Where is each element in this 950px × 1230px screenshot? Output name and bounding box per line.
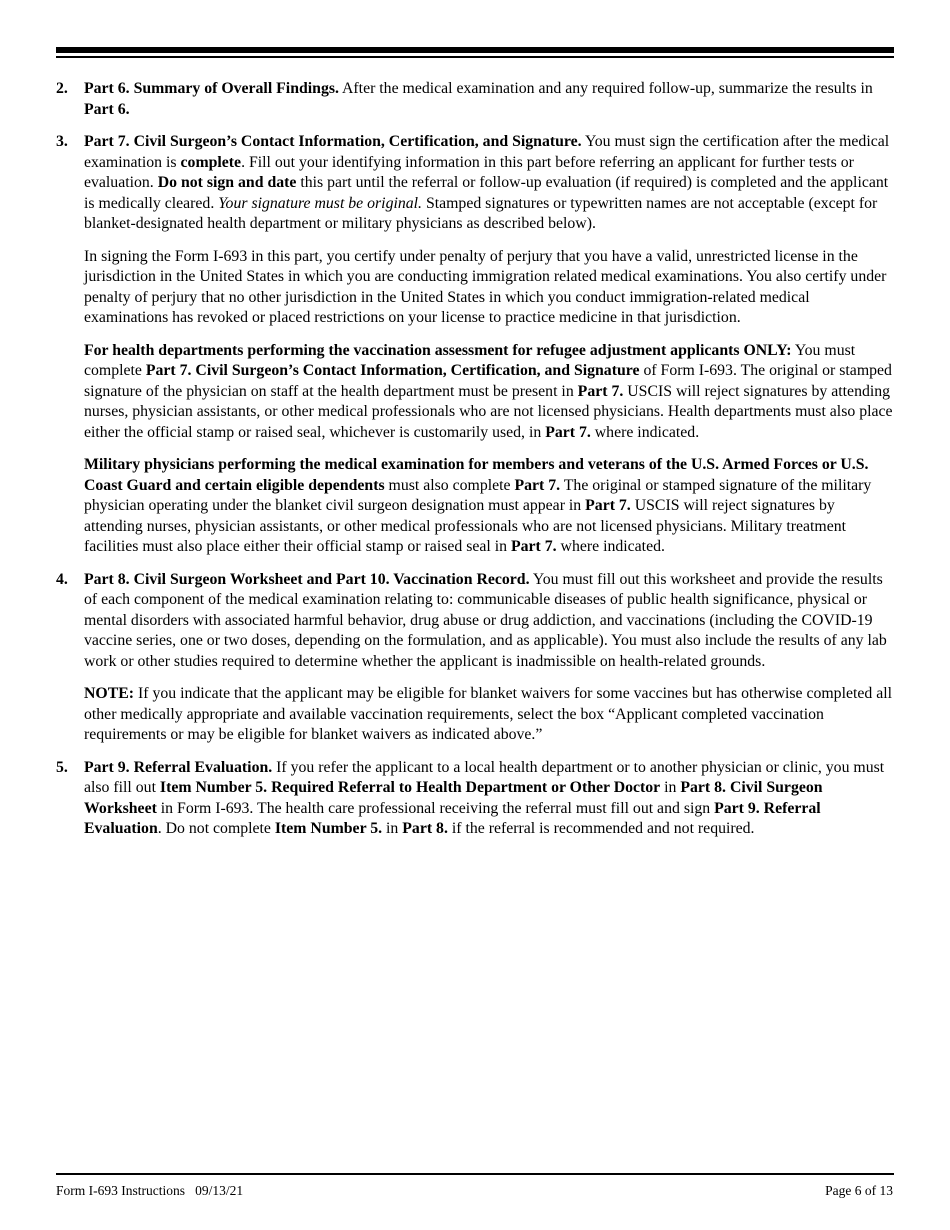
item-number: 5. [56, 758, 68, 776]
item-paragraph [84, 247, 896, 329]
bold-text-run: complete [180, 153, 242, 171]
text-run: where indicated. [590, 423, 700, 441]
bold-text-run: Part 6. [84, 100, 130, 118]
item-body [84, 570, 896, 746]
bold-text-run: Part 6. Summary of Overall Findings. [84, 80, 339, 97]
bold-text-run: Part 7. [577, 382, 624, 400]
footer-page-number: Page 6 of 13 [825, 1183, 893, 1198]
text-run: You must complete [84, 341, 856, 379]
text-run: if the referral is recommended and not required. [447, 820, 755, 837]
text-run: If you indicate that the applicant may be eligible for blanket waivers for some vaccines but has otherwise completed all other medically appropriate and available vaccination requirements, select the box “Applicant completed vaccination requirements or may be eligible for blanket waivers as indicated above.” [84, 685, 893, 743]
text-run: In signing the Form I-693 in this part, you certify under penalty of perjury that you have a valid, unrestricted license in the jurisdiction in the United States in which you are conducting immigration related medical examinations. You also certify under penalty of perjury that no other jurisdiction in the United States in which you conduct immigration-related medical examinations has revoked or placed restrictions on your license to practice medicine in that jurisdiction. [84, 247, 887, 326]
bold-text-run: Do not sign and date [157, 174, 297, 191]
bold-text-run: Part 7. [545, 423, 591, 441]
item-paragraph [84, 79, 896, 120]
item-body [84, 758, 896, 840]
item-number: 3. [56, 133, 68, 150]
text-run: where indicated. [556, 538, 665, 555]
bold-text-run: Part 7. [514, 476, 561, 494]
item-paragraph [84, 455, 896, 558]
text-run: in [660, 779, 681, 796]
item-body [84, 132, 896, 558]
bold-text-run: Part 8. [402, 820, 448, 837]
instruction-item [56, 570, 896, 746]
instruction-item [56, 132, 896, 558]
bold-text-run: Part 8. Civil Surgeon Worksheet and Part 10. Vaccination Record. [84, 570, 530, 588]
item-number: 4. [56, 570, 68, 588]
bold-text-run: Part 7. [510, 538, 557, 555]
text-run: this part until the referral or follow-up evaluation (if required) is completed and the applicant is medically cleared. [84, 174, 889, 212]
text-run: USCIS will reject signatures by attending nurses, physician assistants, or other medical professionals who are not licensed physicians. Health departments must also place either the official stamp or raised seal, whichever is customarily used, in [84, 382, 893, 441]
text-run: of Form I-693. The original or stamped signature of the physician on staff at the health department must be present in [84, 362, 892, 400]
header-rule-thick [56, 47, 894, 53]
item-paragraph [84, 132, 896, 235]
item-number: 2. [56, 80, 68, 97]
bold-text-run: Part 9. Referral Evaluation. [84, 758, 273, 776]
item-paragraph [84, 684, 896, 746]
bold-text-run: Part 7. Civil Surgeon’s Contact Information, Certification, and Signature. [84, 133, 582, 150]
footer-rule [56, 1173, 894, 1175]
text-run: in [382, 820, 403, 837]
bold-text-run: For health departments performing the vaccination assessment for refugee adjustment applicants ONLY: [84, 341, 792, 359]
item-paragraph [84, 758, 896, 840]
text-run: USCIS will reject signatures by attending nurses, physician assistants, or other medical professionals who are not licensed physicians. Military treatment facilities must also place either their official stamp or raised seal in [84, 497, 847, 555]
bold-text-run: Part 7. [585, 497, 631, 514]
text-run: must also complete [384, 476, 515, 494]
bold-text-run: Item Number 5. [274, 820, 383, 837]
bold-text-run: Part 8. Civil Surgeon Worksheet [84, 779, 823, 817]
text-run: If you refer the applicant to a local health department or to another physician or clinic, you must also fill out [84, 758, 885, 796]
text-run: The original or stamped signature of the military physician operating under the blanket civil surgeon designation must appear in [84, 476, 872, 514]
footer-form-id: Form I-693 Instructions 09/13/21 [56, 1183, 244, 1198]
bold-text-run: Part 9. Referral Evaluation [84, 799, 821, 837]
instruction-item [56, 758, 896, 840]
instruction-item [56, 79, 896, 120]
text-run: You must sign the certification after the medical examination is [84, 133, 890, 171]
bold-text-run: Military physicians performing the medical examination for members and veterans of the U.S. Armed Forces or U.S. Coast Guard and certain eligible dependents [84, 456, 869, 494]
item-body [84, 79, 896, 120]
text-run: You must fill out this worksheet and provide the results of each component of the medical examination relating to: communicable diseases of public health significance, physical or mental disorders with associated harmful behavior, drug abuse or drug addiction, and vaccinations (including the COVID-19 vaccine series, one or two doses, depending on the formulation, and as applicable). You must also include the results of any lab work or other studies required to determine whether the applicant is inadmissible on health-related grounds. [84, 570, 887, 670]
bold-text-run: NOTE: [84, 685, 135, 702]
text-run: Stamped signatures or typewritten names are not acceptable (except for blanket-designated health department or military physicians as described below). [84, 194, 878, 232]
italic-text-run: Your signature must be original. [218, 194, 422, 212]
item-paragraph [84, 570, 896, 673]
header-rule-thin [56, 56, 894, 58]
instructions-body [56, 79, 896, 852]
text-run: in Form I-693. The health care professional receiving the referral must fill out and sign [156, 799, 715, 817]
text-run: . Fill out your identifying information in this part before referring an applicant for further tests or evaluation. [84, 153, 854, 191]
text-run: . Do not complete [157, 820, 275, 837]
bold-text-run: Item Number 5. Required Referral to Health Department or Other Doctor [159, 779, 661, 796]
text-run: After the medical examination and any required follow-up, summarize the results in [338, 80, 873, 97]
item-paragraph [84, 341, 896, 444]
bold-text-run: Part 7. Civil Surgeon’s Contact Information, Certification, and Signature [145, 362, 640, 379]
